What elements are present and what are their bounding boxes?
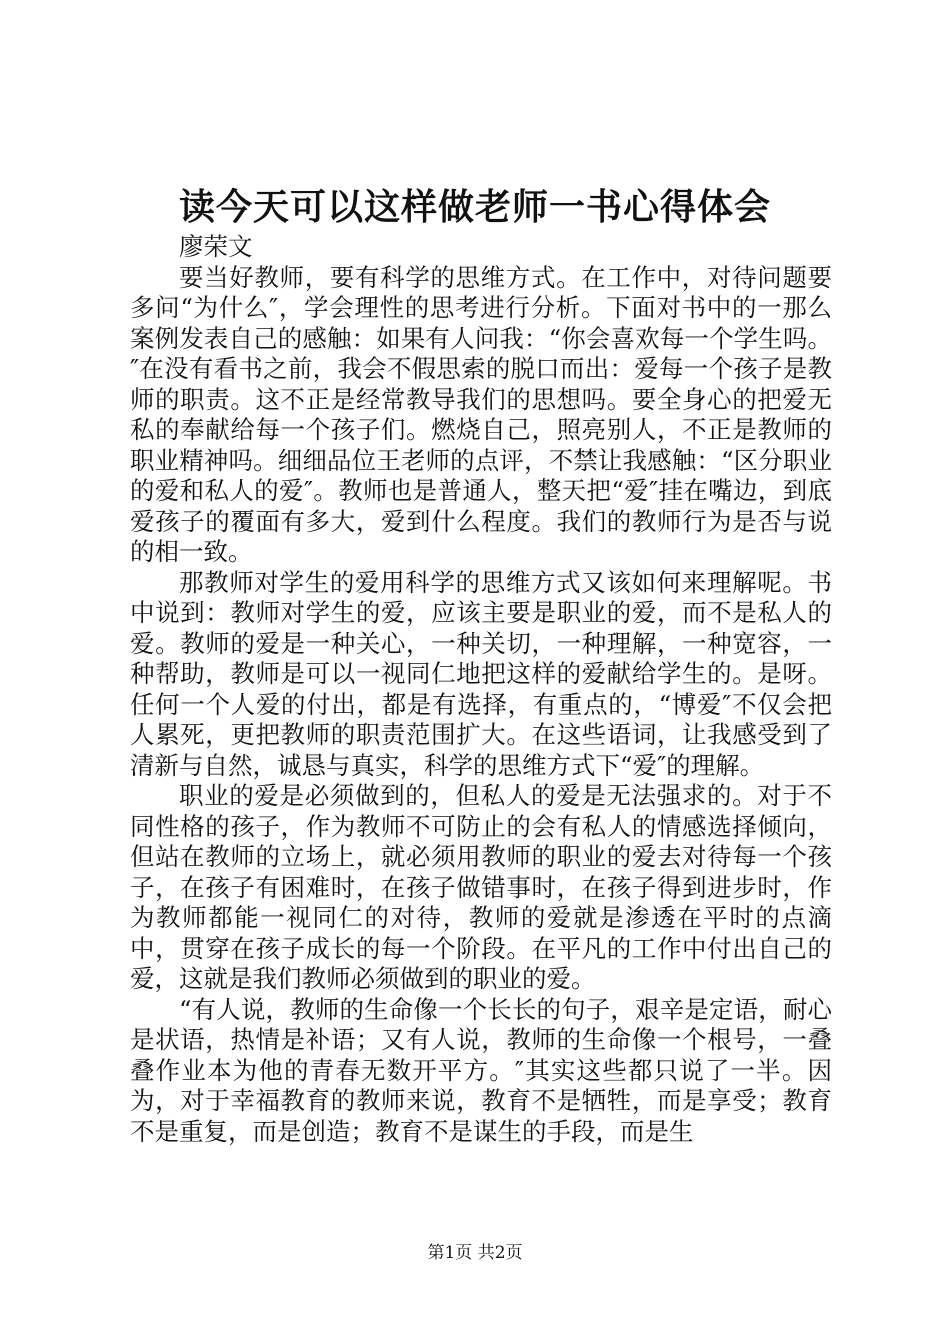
author-name: 廖荣文 <box>179 232 253 261</box>
document-title: 读今天可以这样做老师一书心得体会 <box>178 186 771 228</box>
body-paragraph-3: 职业的爱是必须做到的，但私人的爱是无法强求的。对于不同性格的孩子，作为教师不可防止的会有私人的情感选择倾向，但站在教师的立场上，就必须用教师的职业的爱去对待每一个孩子，在孩子有困难时，在孩子做错事时，在孩子得到进步时，作为教师都能一视同仁的对待，教师的爱就是渗透在平时的点滴中，贯穿在孩子成长的每一个阶段。在平凡的工作中付出自己的爱，这就是我们教师必须做到的职业的爱。 <box>130 781 832 993</box>
body-paragraph-1: 要当好教师，要有科学的思维方式。在工作中，对待问题要多问“为什么″，学会理性的思考进行分析。下面对书中的一那么案例发表自己的感触：如果有人问我：“你会喜欢每一个学生吗。″在没有看书之前，我会不假思索的脱口而出：爱每一个孩子是教师的职责。这不正是经常教导我们的思想吗。要全身心的把爱无私的奉献给每一个孩子们。燃烧自己，照亮别人，不正是教师的职业精神吗。细细品位王老师的点评，不禁让我感触：“区分职业的爱和私人的爱″。教师也是普通人，整天把“爱″挂在嘴边，到底爱孩子的覆面有多大，爱到什么程度。我们的教师行为是否与说的相一致。 <box>130 262 832 566</box>
body-paragraph-4: “有人说，教师的生命像一个长长的句子，艰辛是定语，耐心是状语，热情是补语；又有人说，教师的生命像一个根号，一叠叠作业本为他的青春无数开平方。″其实这些都只说了一半。因为，对于幸福教育的教师来说，教育不是牺牲，而是享受；教育不是重复，而是创造；教育不是谋生的手段，而是生 <box>130 994 832 1146</box>
document-body <box>130 232 832 1147</box>
body-paragraph-2: 那教师对学生的爱用科学的思维方式又该如何来理解呢。书中说到：教师对学生的爱，应该主要是职业的爱，而不是私人的爱。教师的爱是一种关心，一种关切，一种理解，一种宽容，一种帮助，教师是可以一视同仁地把这样的爱献给学生的。是呀。任何一个人爱的付出，都是有选择，有重点的，“博爱″不仅会把人累死，更把教师的职责范围扩大。在这些语词，让我感受到了清新与自然，诚恳与真实，科学的思维方式下“爱″的理解。 <box>130 567 832 780</box>
page-number-footer: 第1页 共2页 <box>427 1243 523 1263</box>
